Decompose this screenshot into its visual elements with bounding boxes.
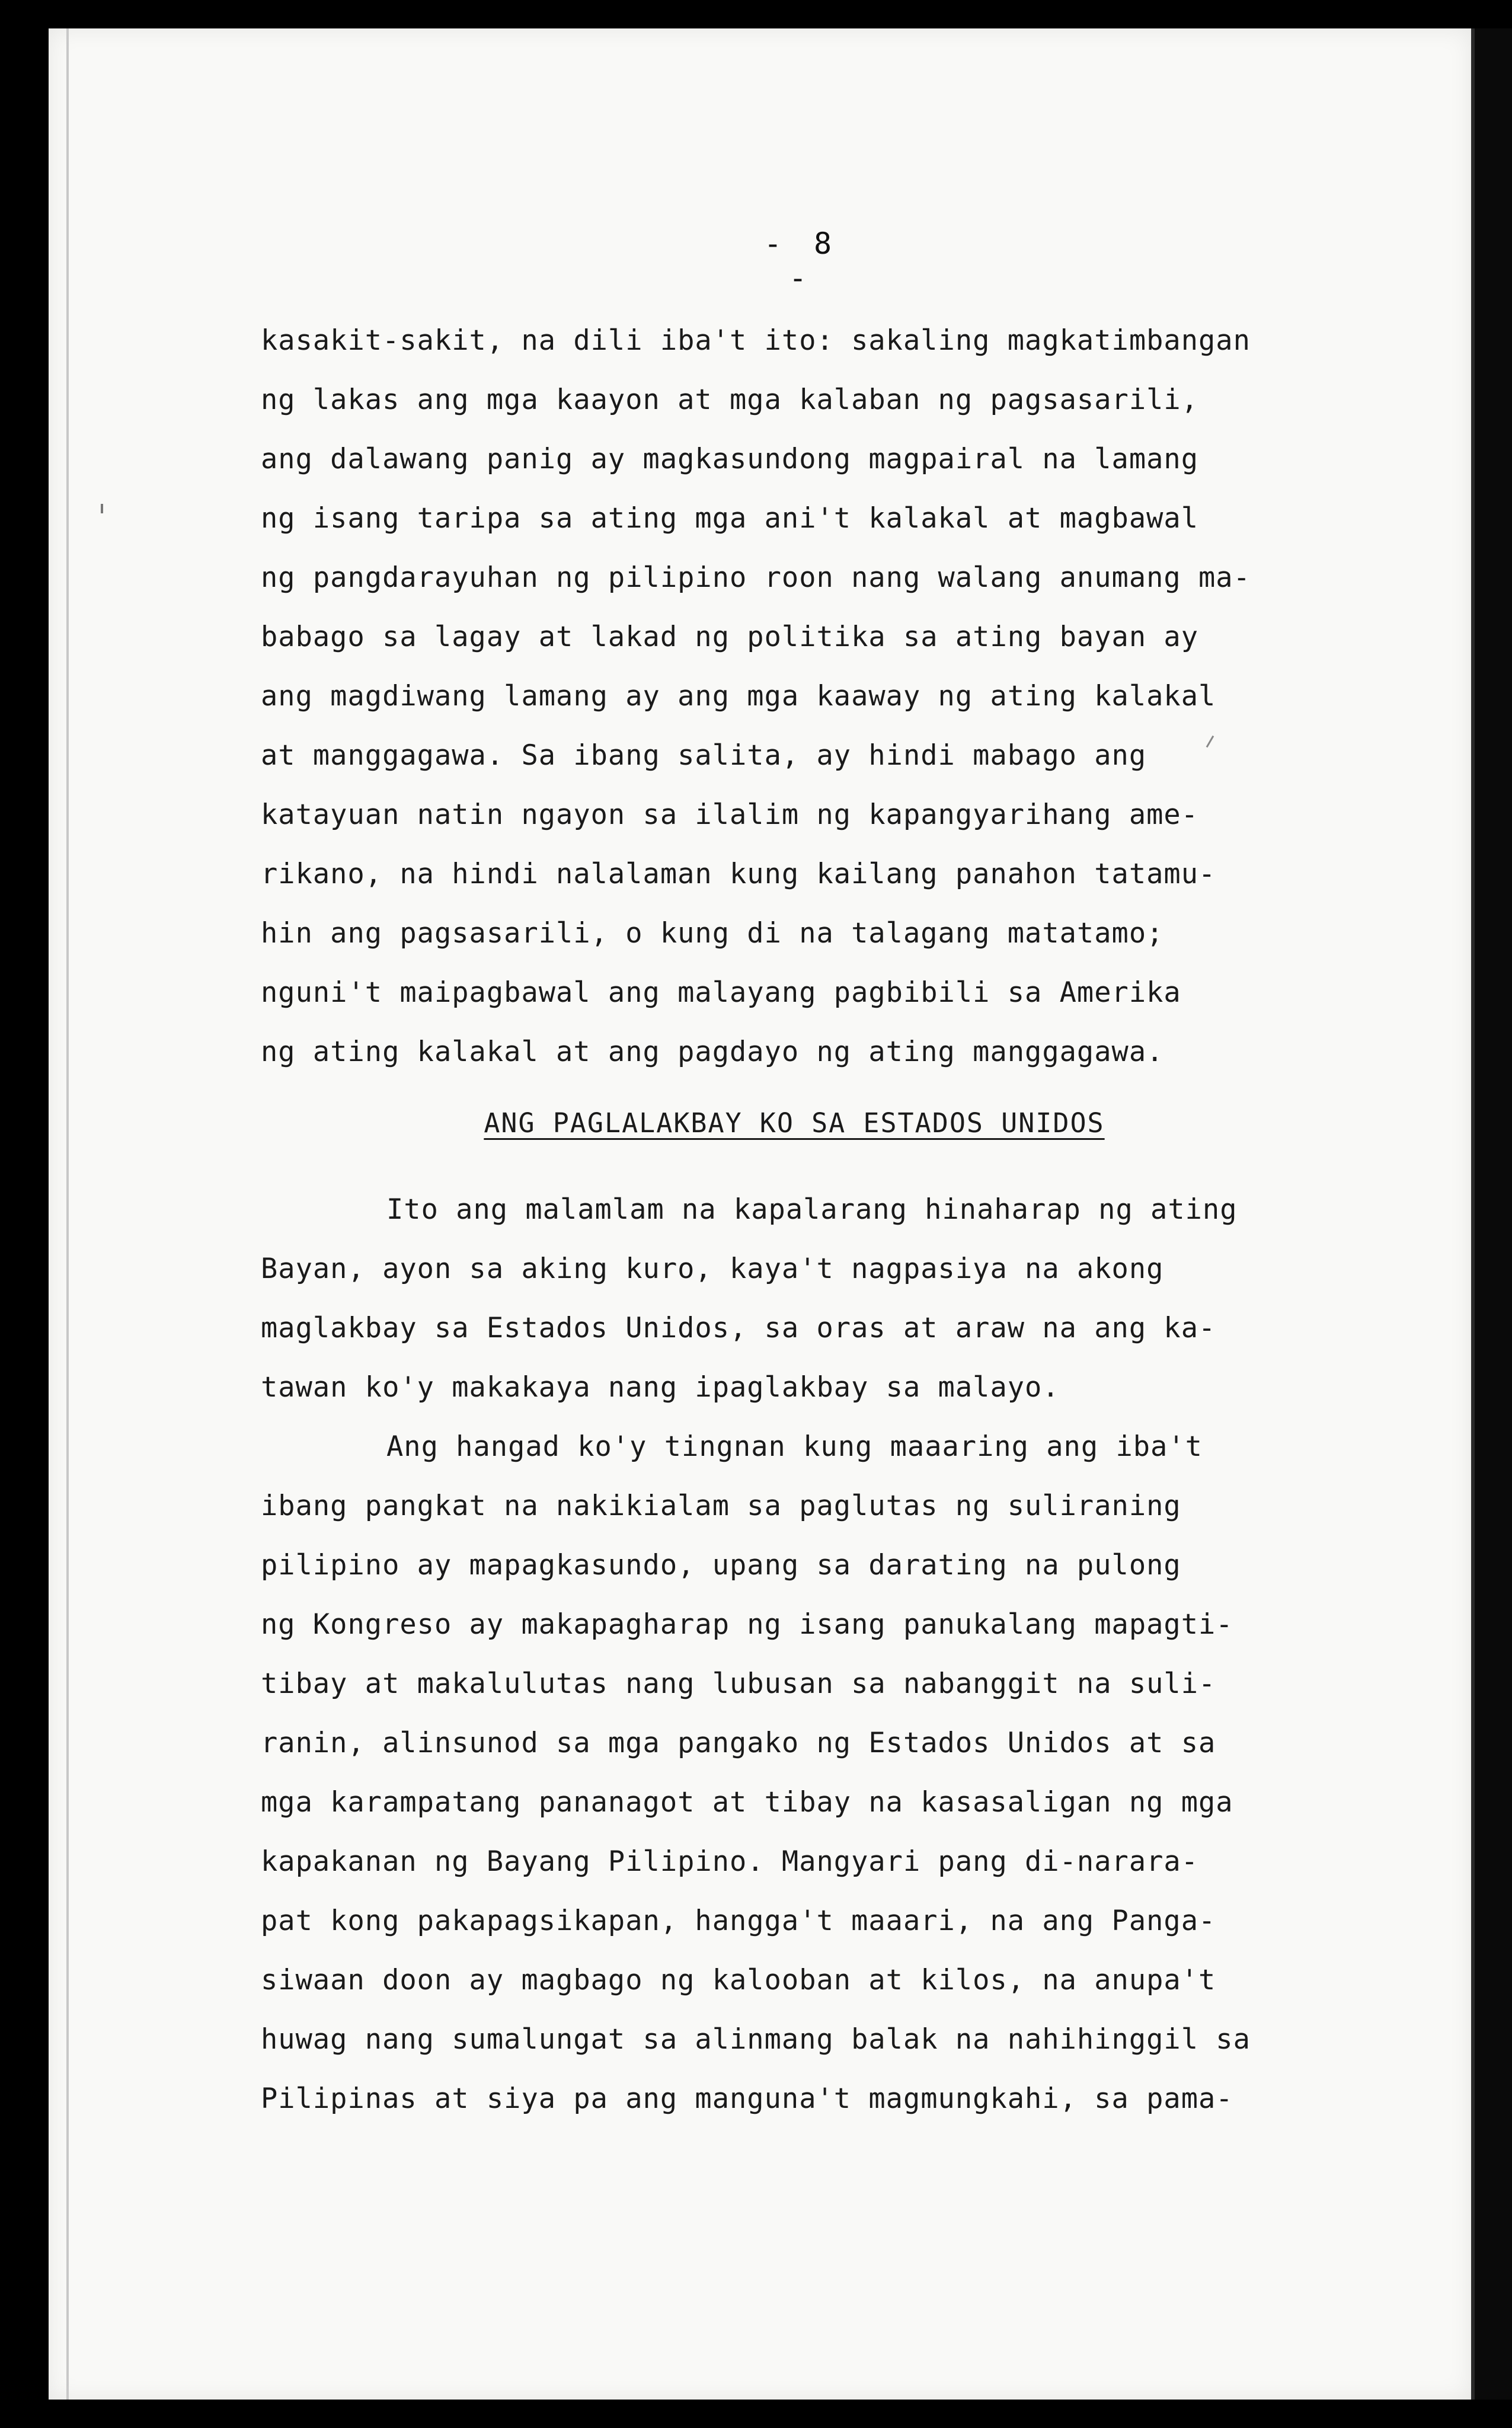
text-line: ang magdiwang lamang ay ang mga kaaway ng ating kalakal — [261, 680, 1216, 713]
text-line: rikano, na hindi nalalaman kung kailang panahon tatamu- — [261, 858, 1216, 890]
text-line: ng ating kalakal at ang pagdayo ng ating manggagawa. — [261, 1036, 1164, 1068]
text-line: ang dalawang panig ay magkasundong magpairal na lamang — [261, 443, 1199, 475]
text-line: siwaan doon ay magbago ng kalooban at kilos, na anupa't — [261, 1964, 1216, 1996]
text-line: pat kong pakapagsikapan, hangga't maaari, na ang Panga- — [261, 1905, 1216, 1937]
text-line: tibay at makalulutas nang lubusan sa nabanggit na suli- — [261, 1667, 1216, 1700]
section-heading: ANG PAGLALAKBAY KO SA ESTADOS UNIDOS — [484, 1107, 1105, 1139]
text-line: ibang pangkat na nakikialam sa paglutas ng suliraning — [261, 1490, 1181, 1522]
text-line: kasakit-sakit, na dili iba't ito: sakaling magkatimbangan — [261, 324, 1251, 357]
paragraph-2 — [261, 1180, 1387, 1417]
text-line: katayuan natin ngayon sa ilalim ng kapangyarihang ame- — [261, 798, 1199, 831]
scan-right-border — [1471, 28, 1512, 2400]
text-line: kapakanan ng Bayang Pilipino. Mangyari pang di-narara- — [261, 1845, 1199, 1878]
margin-mark — [101, 504, 103, 513]
text-line: tawan ko'y makakaya nang ipaglakbay sa malayo. — [261, 1371, 1060, 1404]
body-text — [261, 311, 1387, 2129]
text-line: Ang hangad ko'y tingnan kung maaaring ang iba't — [386, 1430, 1203, 1463]
paragraph-1 — [261, 311, 1387, 1082]
text-line: hin ang pagsasarili, o kung di na talagang matatamo; — [261, 917, 1164, 950]
text-line: ranin, alinsunod sa mga pangako ng Estados Unidos at sa — [261, 1727, 1216, 1759]
text-line: at manggagawa. Sa ibang salita, ay hindi mabago ang — [261, 739, 1147, 772]
page-number: - 8 - — [763, 226, 839, 295]
text-line: nguni't maipagbawal ang malayang pagbibili sa Amerika — [261, 976, 1181, 1009]
text-line: mga karampatang pananagot at tibay na kasasaligan ng mga — [261, 1786, 1233, 1819]
text-line: Bayan, ayon sa aking kuro, kaya't nagpasiya na akong — [261, 1253, 1164, 1285]
text-line: babago sa lagay at lakad ng politika sa ating bayan ay — [261, 621, 1199, 653]
text-line: ng isang taripa sa ating mga ani't kalakal at magbawal — [261, 502, 1199, 535]
paragraph-3 — [261, 1417, 1387, 2129]
text-line: ng lakas ang mga kaayon at mga kalaban ng pagsasarili, — [261, 384, 1199, 416]
text-line: huwag nang sumalungat sa alinmang balak na nahihinggil sa — [261, 2023, 1251, 2056]
text-line: maglakbay sa Estados Unidos, sa oras at araw na ang ka- — [261, 1312, 1216, 1344]
text-line: ng Kongreso ay makapagharap ng isang panukalang mapagti- — [261, 1608, 1233, 1641]
binding-edge — [66, 28, 69, 2400]
text-line: pilipino ay mapagkasundo, upang sa darating na pulong — [261, 1549, 1181, 1582]
text-line: Ito ang malamlam na kapalarang hinaharap ng ating — [386, 1193, 1238, 1226]
text-line: Pilipinas at siya pa ang manguna't magmungkahi, sa pama- — [261, 2082, 1233, 2115]
text-line: ng pangdarayuhan ng pilipino roon nang walang anumang ma- — [261, 561, 1251, 594]
